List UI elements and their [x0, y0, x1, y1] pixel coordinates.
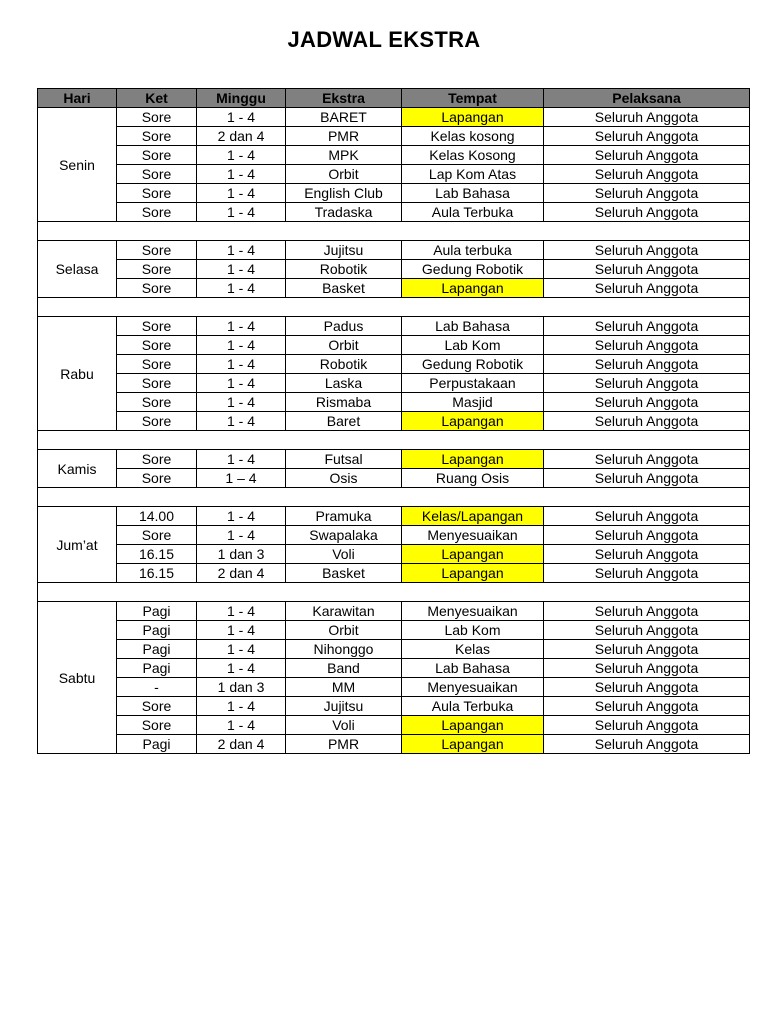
table-row [38, 374, 750, 393]
day-cell: Sabtu [38, 602, 117, 754]
ket-cell: 16.15 [117, 564, 197, 583]
ket-cell: Sore [117, 146, 197, 165]
tempat-cell: Kelas kosong [402, 127, 544, 146]
ket-cell: Sore [117, 412, 197, 431]
day-cell: Rabu [38, 317, 117, 431]
table-row [38, 507, 750, 526]
ekstra-cell: MM [286, 678, 402, 697]
minggu-cell: 1 - 4 [197, 507, 286, 526]
separator-row [38, 298, 750, 317]
table-row [38, 640, 750, 659]
minggu-cell: 2 dan 4 [197, 127, 286, 146]
table-header [38, 89, 750, 108]
tempat-cell: Aula terbuka [402, 241, 544, 260]
separator-cell [38, 222, 750, 241]
ekstra-cell: Karawitan [286, 602, 402, 621]
pelaksana-cell: Seluruh Anggota [544, 317, 750, 336]
minggu-cell: 1 - 4 [197, 450, 286, 469]
ket-cell: Sore [117, 184, 197, 203]
minggu-cell: 1 - 4 [197, 108, 286, 127]
minggu-cell: 1 - 4 [197, 412, 286, 431]
ekstra-cell: Robotik [286, 260, 402, 279]
pelaksana-cell: Seluruh Anggota [544, 469, 750, 488]
tempat-cell: Lapangan [402, 735, 544, 754]
ekstra-cell: English Club [286, 184, 402, 203]
ekstra-cell: Voli [286, 716, 402, 735]
header-hari: Hari [38, 89, 117, 108]
pelaksana-cell: Seluruh Anggota [544, 716, 750, 735]
pelaksana-cell: Seluruh Anggota [544, 393, 750, 412]
minggu-cell: 1 - 4 [197, 146, 286, 165]
ekstra-cell: Laska [286, 374, 402, 393]
table-row [38, 393, 750, 412]
table-row [38, 412, 750, 431]
minggu-cell: 1 - 4 [197, 716, 286, 735]
table-row [38, 602, 750, 621]
separator-row [38, 583, 750, 602]
table-row [38, 659, 750, 678]
separator-cell [38, 431, 750, 450]
header-ekstra: Ekstra [286, 89, 402, 108]
minggu-cell: 1 dan 3 [197, 678, 286, 697]
table-row [38, 526, 750, 545]
table-row [38, 203, 750, 222]
day-cell: Kamis [38, 450, 117, 488]
tempat-cell: Menyesuaikan [402, 678, 544, 697]
minggu-cell: 1 - 4 [197, 602, 286, 621]
minggu-cell: 1 - 4 [197, 355, 286, 374]
ekstra-cell: Orbit [286, 336, 402, 355]
pelaksana-cell: Seluruh Anggota [544, 374, 750, 393]
table-row [38, 146, 750, 165]
minggu-cell: 1 - 4 [197, 374, 286, 393]
pelaksana-cell: Seluruh Anggota [544, 545, 750, 564]
table-row [38, 469, 750, 488]
table-row [38, 317, 750, 336]
ket-cell: Sore [117, 241, 197, 260]
table-row [38, 735, 750, 754]
tempat-cell: Menyesuaikan [402, 526, 544, 545]
ket-cell: Pagi [117, 621, 197, 640]
separator-row [38, 488, 750, 507]
ekstra-cell: Voli [286, 545, 402, 564]
minggu-cell: 1 – 4 [197, 469, 286, 488]
table-body [38, 108, 750, 754]
ekstra-cell: Tradaska [286, 203, 402, 222]
tempat-cell: Lab Kom [402, 621, 544, 640]
ket-cell: Pagi [117, 640, 197, 659]
pelaksana-cell: Seluruh Anggota [544, 355, 750, 374]
ekstra-cell: PMR [286, 127, 402, 146]
pelaksana-cell: Seluruh Anggota [544, 640, 750, 659]
header-ket: Ket [117, 89, 197, 108]
ekstra-cell: Basket [286, 564, 402, 583]
separator-cell [38, 488, 750, 507]
separator-cell [38, 298, 750, 317]
ket-cell: Sore [117, 127, 197, 146]
ekstra-cell: Basket [286, 279, 402, 298]
tempat-cell: Lapangan [402, 279, 544, 298]
minggu-cell: 1 dan 3 [197, 545, 286, 564]
header-tempat: Tempat [402, 89, 544, 108]
tempat-cell: Masjid [402, 393, 544, 412]
ket-cell: Sore [117, 317, 197, 336]
ket-cell: Sore [117, 355, 197, 374]
ekstra-cell: Swapalaka [286, 526, 402, 545]
day-cell: Selasa [38, 241, 117, 298]
ket-cell: Sore [117, 526, 197, 545]
ket-cell: Pagi [117, 602, 197, 621]
ket-cell: Sore [117, 374, 197, 393]
pelaksana-cell: Seluruh Anggota [544, 697, 750, 716]
ket-cell: Sore [117, 279, 197, 298]
tempat-cell: Lapangan [402, 716, 544, 735]
tempat-cell: Aula Terbuka [402, 203, 544, 222]
minggu-cell: 1 - 4 [197, 393, 286, 412]
ket-cell: Sore [117, 716, 197, 735]
ekstra-cell: Jujitsu [286, 241, 402, 260]
table-row [38, 697, 750, 716]
ekstra-cell: Padus [286, 317, 402, 336]
minggu-cell: 1 - 4 [197, 526, 286, 545]
pelaksana-cell: Seluruh Anggota [544, 526, 750, 545]
pelaksana-cell: Seluruh Anggota [544, 241, 750, 260]
ekstra-cell: Band [286, 659, 402, 678]
tempat-cell: Aula Terbuka [402, 697, 544, 716]
table-row [38, 184, 750, 203]
ket-cell: Pagi [117, 735, 197, 754]
ket-cell: 16.15 [117, 545, 197, 564]
ekstra-cell: Jujitsu [286, 697, 402, 716]
ekstra-cell: Osis [286, 469, 402, 488]
ekstra-cell: MPK [286, 146, 402, 165]
pelaksana-cell: Seluruh Anggota [544, 203, 750, 222]
pelaksana-cell: Seluruh Anggota [544, 165, 750, 184]
tempat-cell: Perpustakaan [402, 374, 544, 393]
ekstra-cell: BARET [286, 108, 402, 127]
minggu-cell: 1 - 4 [197, 640, 286, 659]
ket-cell: Sore [117, 165, 197, 184]
pelaksana-cell: Seluruh Anggota [544, 621, 750, 640]
ket-cell: Sore [117, 260, 197, 279]
table-row [38, 564, 750, 583]
ekstra-cell: Rismaba [286, 393, 402, 412]
tempat-cell: Lap Kom Atas [402, 165, 544, 184]
table-row [38, 241, 750, 260]
ket-cell: Sore [117, 203, 197, 222]
minggu-cell: 1 - 4 [197, 165, 286, 184]
tempat-cell: Menyesuaikan [402, 602, 544, 621]
table-row [38, 108, 750, 127]
pelaksana-cell: Seluruh Anggota [544, 336, 750, 355]
pelaksana-cell: Seluruh Anggota [544, 108, 750, 127]
pelaksana-cell: Seluruh Anggota [544, 127, 750, 146]
table-row [38, 165, 750, 184]
ekstra-cell: Orbit [286, 621, 402, 640]
ekstra-cell: Robotik [286, 355, 402, 374]
tempat-cell: Lab Kom [402, 336, 544, 355]
minggu-cell: 1 - 4 [197, 659, 286, 678]
tempat-cell: Kelas Kosong [402, 146, 544, 165]
tempat-cell: Lapangan [402, 412, 544, 431]
tempat-cell: Lapangan [402, 564, 544, 583]
minggu-cell: 1 - 4 [197, 317, 286, 336]
table-row [38, 127, 750, 146]
minggu-cell: 1 - 4 [197, 260, 286, 279]
pelaksana-cell: Seluruh Anggota [544, 279, 750, 298]
table-row [38, 336, 750, 355]
page-title: JADWAL EKSTRA [287, 27, 481, 52]
minggu-cell: 1 - 4 [197, 203, 286, 222]
pelaksana-cell: Seluruh Anggota [544, 412, 750, 431]
tempat-cell: Lab Bahasa [402, 317, 544, 336]
table-row [38, 621, 750, 640]
pelaksana-cell: Seluruh Anggota [544, 507, 750, 526]
tempat-cell: Lab Bahasa [402, 184, 544, 203]
pelaksana-cell: Seluruh Anggota [544, 450, 750, 469]
separator-row [38, 431, 750, 450]
ket-cell: Sore [117, 108, 197, 127]
minggu-cell: 1 - 4 [197, 279, 286, 298]
tempat-cell: Gedung Robotik [402, 260, 544, 279]
minggu-cell: 1 - 4 [197, 184, 286, 203]
minggu-cell: 2 dan 4 [197, 564, 286, 583]
ekstra-cell: Pramuka [286, 507, 402, 526]
minggu-cell: 1 - 4 [197, 241, 286, 260]
day-cell: Senin [38, 108, 117, 222]
day-cell: Jum’at [38, 507, 117, 583]
ket-cell: Sore [117, 336, 197, 355]
ket-cell: Pagi [117, 659, 197, 678]
tempat-cell: Lapangan [402, 108, 544, 127]
pelaksana-cell: Seluruh Anggota [544, 564, 750, 583]
table-row [38, 545, 750, 564]
tempat-cell: Lapangan [402, 545, 544, 564]
minggu-cell: 2 dan 4 [197, 735, 286, 754]
ket-cell: 14.00 [117, 507, 197, 526]
separator-row [38, 222, 750, 241]
table-row [38, 355, 750, 374]
table-row [38, 450, 750, 469]
separator-cell [38, 583, 750, 602]
ekstra-cell: Futsal [286, 450, 402, 469]
pelaksana-cell: Seluruh Anggota [544, 146, 750, 165]
header-row [38, 89, 750, 108]
tempat-cell: Lapangan [402, 450, 544, 469]
ekstra-cell: Nihonggo [286, 640, 402, 659]
ket-cell: Sore [117, 450, 197, 469]
table-row [38, 678, 750, 697]
ket-cell: Sore [117, 697, 197, 716]
ekstra-cell: Baret [286, 412, 402, 431]
ket-cell: - [117, 678, 197, 697]
table-row [38, 260, 750, 279]
pelaksana-cell: Seluruh Anggota [544, 260, 750, 279]
pelaksana-cell: Seluruh Anggota [544, 184, 750, 203]
header-minggu: Minggu [197, 89, 286, 108]
pelaksana-cell: Seluruh Anggota [544, 735, 750, 754]
ket-cell: Sore [117, 393, 197, 412]
pelaksana-cell: Seluruh Anggota [544, 678, 750, 697]
header-pelaksana: Pelaksana [544, 89, 750, 108]
ekstra-cell: PMR [286, 735, 402, 754]
tempat-cell: Kelas [402, 640, 544, 659]
minggu-cell: 1 - 4 [197, 336, 286, 355]
pelaksana-cell: Seluruh Anggota [544, 659, 750, 678]
ket-cell: Sore [117, 469, 197, 488]
table-row [38, 716, 750, 735]
ekstra-cell: Orbit [286, 165, 402, 184]
table-row [38, 279, 750, 298]
pelaksana-cell: Seluruh Anggota [544, 602, 750, 621]
tempat-cell: Gedung Robotik [402, 355, 544, 374]
minggu-cell: 1 - 4 [197, 621, 286, 640]
tempat-cell: Lab Bahasa [402, 659, 544, 678]
schedule-table [37, 88, 750, 754]
tempat-cell: Kelas/Lapangan [402, 507, 544, 526]
tempat-cell: Ruang Osis [402, 469, 544, 488]
minggu-cell: 1 - 4 [197, 697, 286, 716]
